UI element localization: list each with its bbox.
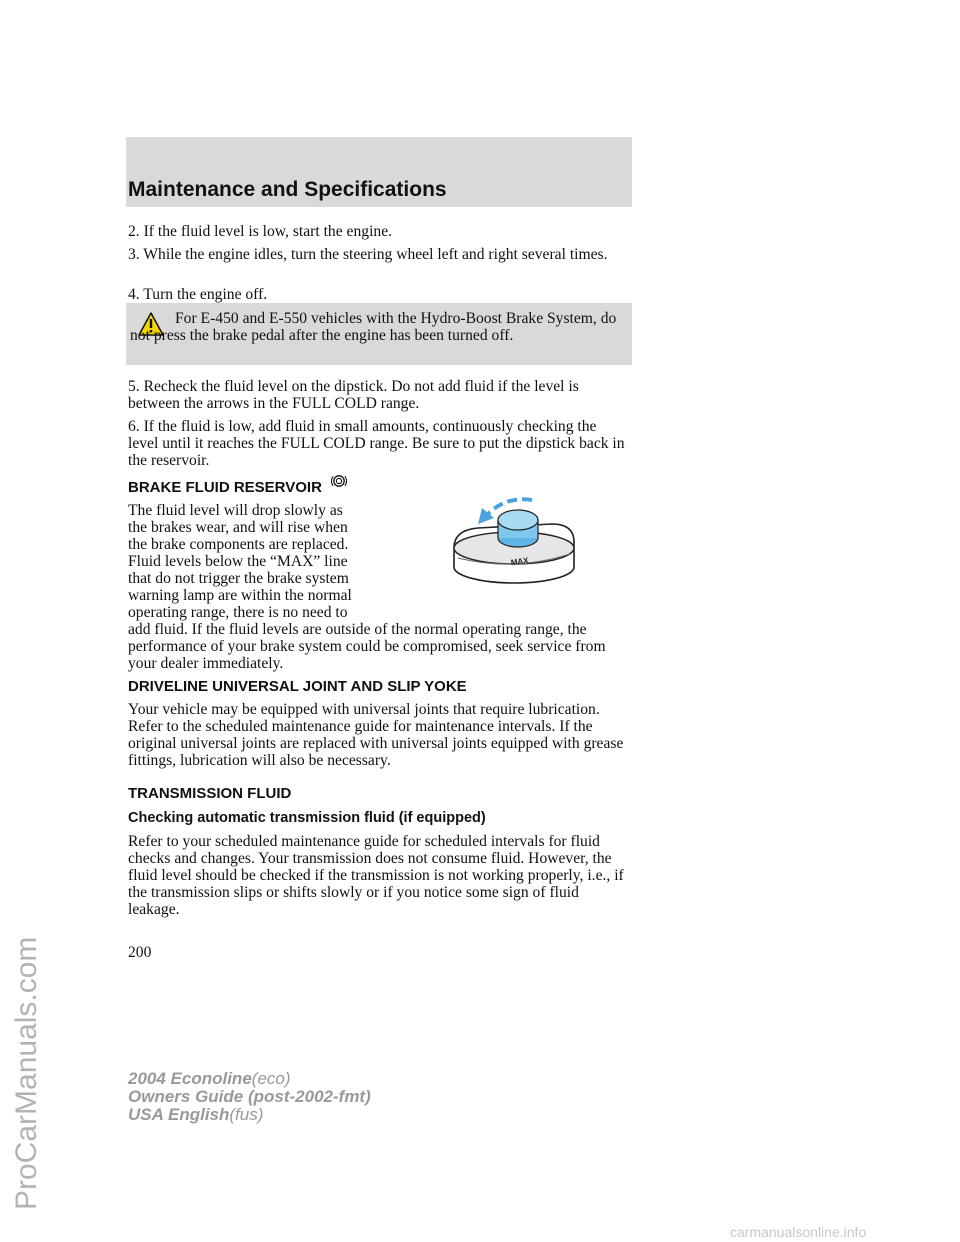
transmission-text: Refer to your scheduled maintenance guide for scheduled intervals for fluid checks and changes. Your transmission does not consume fluid. However, the fluid level should be checked if the transmission is not working properly, i.e., if the transmission slips or shifts slowly or if you notice some sign of fluid leakage. [128,833,624,918]
step-5: 5. Recheck the fluid level on the dipstick. Do not add fluid if the level is between the arrows in the FULL COLD range. [128,378,579,412]
driveline-heading: DRIVELINE UNIVERSAL JOINT AND SLIP YOKE [128,678,467,695]
step-3: 3. While the engine idles, turn the steering wheel left and right several times. [128,246,608,263]
brake-line: warning lamp are within the normal [128,587,352,604]
brake-fluid-heading: BRAKE FLUID RESERVOIR [128,479,322,496]
footer-language-code: (fus) [229,1105,264,1124]
page-number: 200 [128,944,152,961]
footer-language: USA English [128,1105,230,1124]
footer-model-code: (eco) [251,1069,291,1088]
driveline-text: Your vehicle may be equipped with universal joints that require lubrication. Refer to the scheduled maintenance guide for maintenance intervals. If the original universal joints are replaced with universal joints equipped with grease fittings, lubrication will also be necessary. [128,701,624,769]
step-2: 2. If the fluid level is low, start the engine. [128,223,393,240]
brake-fluid-rest: add fluid. If the fluid levels are outside of the normal operating range, the performance of your brake system could be compromised, seek service from your dealer immediately. [128,621,606,672]
brake-line: operating range, there is no need to [128,604,348,621]
brake-line: that do not trigger the brake system [128,570,349,587]
step-6: 6. If the fluid is low, add fluid in small amounts, continuously checking the level until it reaches the FULL COLD range. Be sure to put the dipstick back in the reservoir. [128,418,625,469]
step-4: 4. Turn the engine off. [128,286,268,303]
bottom-watermark: carmanualsonline.info [730,1224,867,1240]
brake-line: Fluid levels below the “MAX” line [128,553,348,570]
brake-line: the brake components are replaced. [128,536,349,553]
side-watermark: ProCarManuals.com [10,936,43,1210]
warning-text: For E-450 and E-550 vehicles with the Hydro-Boost Brake System, do not press the brake pedal after the engine has been turned off. [130,310,617,344]
brake-system-icon [331,473,347,489]
footer [128,1070,371,1124]
footer-model: 2004 Econoline [128,1069,252,1088]
transmission-subheading: Checking automatic transmission fluid (if equipped) [128,810,486,826]
max-label: MAX [510,555,530,568]
footer-guide: Owners Guide (post-2002-fmt) [128,1087,371,1106]
brake-fluid-reservoir-illustration [448,496,578,592]
page-title: Maintenance and Specifications [128,178,447,201]
transmission-heading: TRANSMISSION FLUID [128,785,292,802]
brake-line: The fluid level will drop slowly as [128,502,343,519]
brake-line: the brakes wear, and will rise when [128,519,348,536]
